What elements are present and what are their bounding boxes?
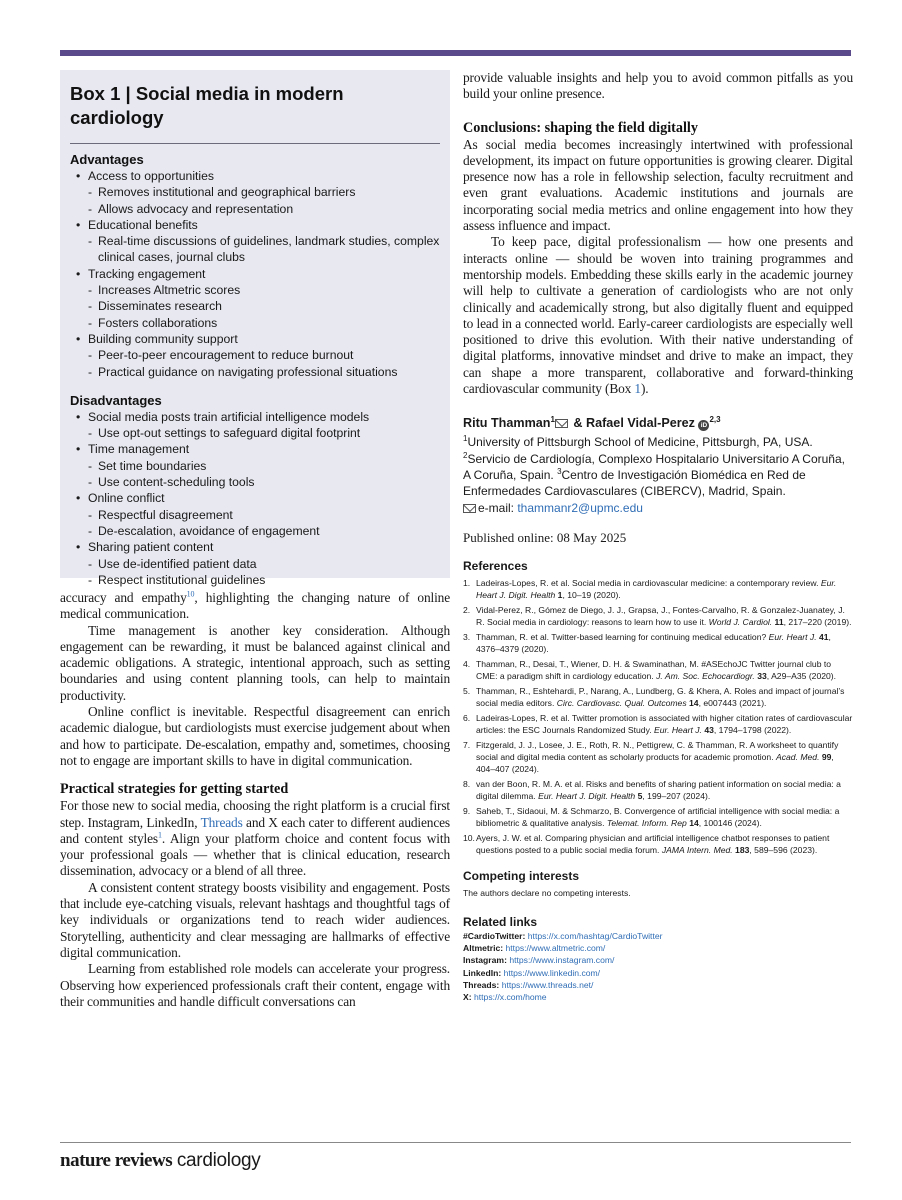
related-link-url[interactable]: https://www.altmetric.com/ <box>505 943 606 954</box>
disadvantages-heading: Disadvantages <box>70 392 162 408</box>
published-date: Published online: 08 May 2025 <box>463 529 627 545</box>
related-link-item: LinkedIn: https://www.linkedin.com/ <box>463 967 601 978</box>
affiliations: $^1$University of Pittsburgh School of Medicine, Pittsburgh, PA, USA. $^2$Servicio de Cardiología, Complexo Hospitalario Universitario A Coruña, A Coruña, Spain. $^3$Centro de Investigación Biomédica en Red de Enfermedades Cardiovasculares (CIBERCV), Madrid, Spain. e-mail: thammanr2@upmc.edu <box>463 434 845 515</box>
orcid-icon[interactable]: iD <box>698 420 709 431</box>
reference-item: 8. van der Boon, R. M. A. et al. Risks and benefits of sharing patient information on social media: a digital dilemma. Eur. Heart J. Digit. Health 5, 199–207 (2024). <box>463 778 841 801</box>
box-sub-item: - Respectful disagreement <box>70 507 440 523</box>
advantages-list <box>70 168 440 380</box>
footer-divider <box>60 1142 851 1143</box>
related-link-item: Threads: https://www.threads.net/ <box>463 980 594 991</box>
box-sub-item: - Practical guidance on navigating professional situations <box>70 364 440 380</box>
box-sub-item: - Real-time discussions of guidelines, landmark studies, complex clinical cases, journal clubs <box>70 233 440 266</box>
box-bullet: • Access to opportunities <box>70 168 440 184</box>
left-column <box>60 590 450 1010</box>
paragraph: To keep pace, digital professionalism — how one presents and interacts online — should be woven into training programmes and mentorship models. Embedding these skills early in the academic journey will help to cultivate a generation of cardiologists who are not only clinically and academically strong, but also digitally fluent and equipped to lead in a connected world. Early-career cardiologists are especially well positioned to drive this evolution. With their native understanding of digital platforms, innovative mindset and drive to make an impact, they can shape a more transparent, collaborative and forward-thinking cardiovascular community (Box 1). <box>463 234 853 397</box>
reference-item: 7. Fitzgerald, J. J., Losee, J. E., Roth, R. N., Pettigrew, C. & Thamman, R. A worksheet to quantify social and digital media content as scholarly products for academic promotion. Acad. Med. 99, 404–407 (2024). <box>463 739 839 774</box>
box-sub-item: - Disseminates research <box>70 298 440 314</box>
box-sub-item: - De-escalation, avoidance of engagement <box>70 523 440 539</box>
competing-interests-heading: Competing interests <box>463 868 580 883</box>
box-sub-item: - Peer-to-peer encouragement to reduce burnout <box>70 347 440 363</box>
references-heading: References <box>463 558 528 573</box>
related-link-url[interactable]: https://www.threads.net/ <box>501 980 594 991</box>
top-accent-bar <box>60 50 851 56</box>
reference-item: 3. Thamman, R. et al. Twitter-based learning for continuing medical education? Eur. Heart J. 41, 4376–4379 (2020). <box>463 631 831 654</box>
journal-logo: nature reviews cardiology <box>60 1150 261 1171</box>
box-sub-item: - Respect institutional guidelines <box>70 572 440 588</box>
right-column <box>463 70 853 1004</box>
box-bullet: • Building community support <box>70 331 440 347</box>
box-1-panel <box>60 70 450 587</box>
reference-item: 10. Ayers, J. W. et al. Comparing physician and artificial intelligence chatbot responses to patient questions posted to a public social media forum. JAMA Intern. Med. 183, 589–596 (2023). <box>463 832 830 855</box>
box-bullet: • Educational benefits <box>70 217 440 233</box>
paragraph: provide valuable insights and help you to avoid common pitfalls as you build your online presence. <box>463 70 853 102</box>
box-sub-item: - Use opt-out settings to safeguard digital footprint <box>70 425 440 441</box>
section-heading-conclusions: Conclusions: shaping the field digitally <box>463 119 698 136</box>
paragraph: For those new to social media, choosing the right platform is a crucial first step. Instagram, LinkedIn, Threads and X each cater to different audiences and content styles$^1$. Align your platform choice and content focus with your professional goals — whether that is clinical education, research dissemination, advocacy or a blend of all three. <box>60 798 450 879</box>
paragraph: Time management is another key consideration. Although engagement can be rewarding, it must be balanced against clinical and academic obligations. A strategic, intentional approach, such as setting boundaries and using content planning tools, can help to maintain productivity. <box>60 622 450 703</box>
box-sub-item: - Use de-identified patient data <box>70 556 440 572</box>
box-sub-item: - Increases Altmetric scores <box>70 282 440 298</box>
paragraph: As social media becomes increasingly intertwined with professional development, its impact on future opportunities is growing clearer. Digital presence now has a role in fellowship selection, faculty recruitment and even grant evaluations. Academic institutions and journals are incorporating social media metrics and online engagement into how they assess influence and impact. <box>463 136 853 234</box>
related-link-item: X: https://x.com/home <box>463 992 547 1003</box>
advantages-heading: Advantages <box>70 152 144 167</box>
reference-item: 9. Saheb, T., Sidaoui, M. & Schmarzo, B. Convergence of artificial intelligence with social media: a bibliometric & qualitative analysis. Telemat. Inform. Rep 14, 100146 (2024). <box>463 805 840 828</box>
related-link-item: Instagram: https://www.instagram.com/ <box>463 955 615 966</box>
reference-item: 4. Thamman, R., Desai, T., Wiener, D. H. & Swaminathan, M. #ASEchoJC Twitter journal club to CME: a paradigm shift in cardiology education. J. Am. Soc. Echocardiogr. 33, A29–A35 (2020). <box>463 658 837 681</box>
threads-link[interactable]: Threads <box>200 814 243 830</box>
reference-item: 6. Ladeiras-Lopes, R. et al. Twitter promotion is associated with higher citation rates of cardiovascular articles: the ESC Journals Randomized Study. Eur. Heart J. 43, 1794–1798 (2022). <box>463 712 853 735</box>
related-link-url[interactable]: https://x.com/home <box>473 992 547 1003</box>
box-bullet: • Social media posts train artificial intelligence models <box>70 409 440 425</box>
reference-item: 2. Vidal-Perez, R., Gómez de Diego, J. J., Grapsa, J., Fontes-Carvalho, R. & Gonzalez-Juanatey, J. R. Social media in cardiology: reasons to learn how to use it. World J. Cardiol. 11, 217–220 (2019). <box>463 604 852 627</box>
box-sub-item: - Removes institutional and geographical barriers <box>70 184 440 200</box>
paragraph: Online conflict is inevitable. Respectful disagreement can enrich academic dialogue, but cardiologists must exercise judgement about when and how to participate. De-escalation, empathy and, sometimes, choosing not to engage are important skills to have in digital communication. <box>60 704 450 768</box>
box-sub-item: - Allows advocacy and representation <box>70 201 440 217</box>
box-divider <box>70 143 440 144</box>
related-link-item: #CardioTwitter: https://x.com/hashtag/CardioTwitter <box>463 930 663 941</box>
box-bullet: • Tracking engagement <box>70 266 440 282</box>
related-link-item: Altmetric: https://www.altmetric.com/ <box>463 943 606 954</box>
box-bullet: • Time management <box>70 441 440 457</box>
box-sub-item: - Set time boundaries <box>70 458 440 474</box>
box-sub-item: - Fosters collaborations <box>70 315 440 331</box>
reference-item: 1. Ladeiras-Lopes, R. et al. Social media in cardiovascular medicine: a contemporary review. Eur. Heart J. Digit. Health 1, 10–19 (2020). <box>463 577 837 600</box>
box-title: Box 1 | Social media in modern cardiology <box>70 83 344 128</box>
reference-item: 5. Thamman, R., Eshtehardi, P., Narang, A., Lundberg, G. & Khera, A. Roles and impact of journal’s social media editors. Circ. Cardiovasc. Qual. Outcomes 14, e007443 (2021). <box>463 685 845 708</box>
box-bullet: • Sharing patient content <box>70 539 440 555</box>
citation-link[interactable]: 10 <box>186 589 195 599</box>
author-name: Rafael Vidal-Perez <box>586 416 695 431</box>
references-list <box>463 577 853 856</box>
box-sub-item: - Use content-scheduling tools <box>70 474 440 490</box>
mail-icon <box>463 504 476 513</box>
box-bullet: • Online conflict <box>70 490 440 506</box>
box-1-link[interactable]: 1 <box>634 381 641 397</box>
paragraph: Learning from established role models can accelerate your progress. Observing how experienced professionals craft their content, engage with their communities and handle difficult conversations can <box>60 961 450 1009</box>
competing-interests-text: The authors declare no competing interests. <box>463 887 631 898</box>
paragraph: accuracy and empathy$^{10}$, highlighting the changing nature of online medical communication. <box>60 589 450 622</box>
related-link-url[interactable]: https://www.linkedin.com/ <box>503 967 601 978</box>
mail-icon[interactable] <box>555 419 568 428</box>
section-heading-practical: Practical strategies for getting started <box>60 781 289 798</box>
email-link[interactable]: thammanr2@upmc.edu <box>517 500 643 515</box>
citation-link[interactable]: 1 <box>157 830 162 840</box>
related-link-url[interactable]: https://www.instagram.com/ <box>509 955 615 966</box>
related-links-list <box>463 930 853 1004</box>
related-link-url[interactable]: https://x.com/hashtag/CardioTwitter <box>527 930 663 941</box>
disadvantages-list <box>70 409 440 588</box>
related-links-heading: Related links <box>463 914 538 929</box>
paragraph: A consistent content strategy boosts visibility and engagement. Posts that include eye-catching visuals, relevant hashtags and thoughtful tags of key individuals or organizations tend to reach wider audiences. Storytelling, authenticity and clear messaging are hallmarks of effective digital communication. <box>60 879 450 960</box>
author-line: Ritu Thamman$^1$ & Rafael Vidal-Perez iD$^{2,3}$ <box>463 415 721 431</box>
author-name: Ritu Thamman <box>463 416 551 431</box>
